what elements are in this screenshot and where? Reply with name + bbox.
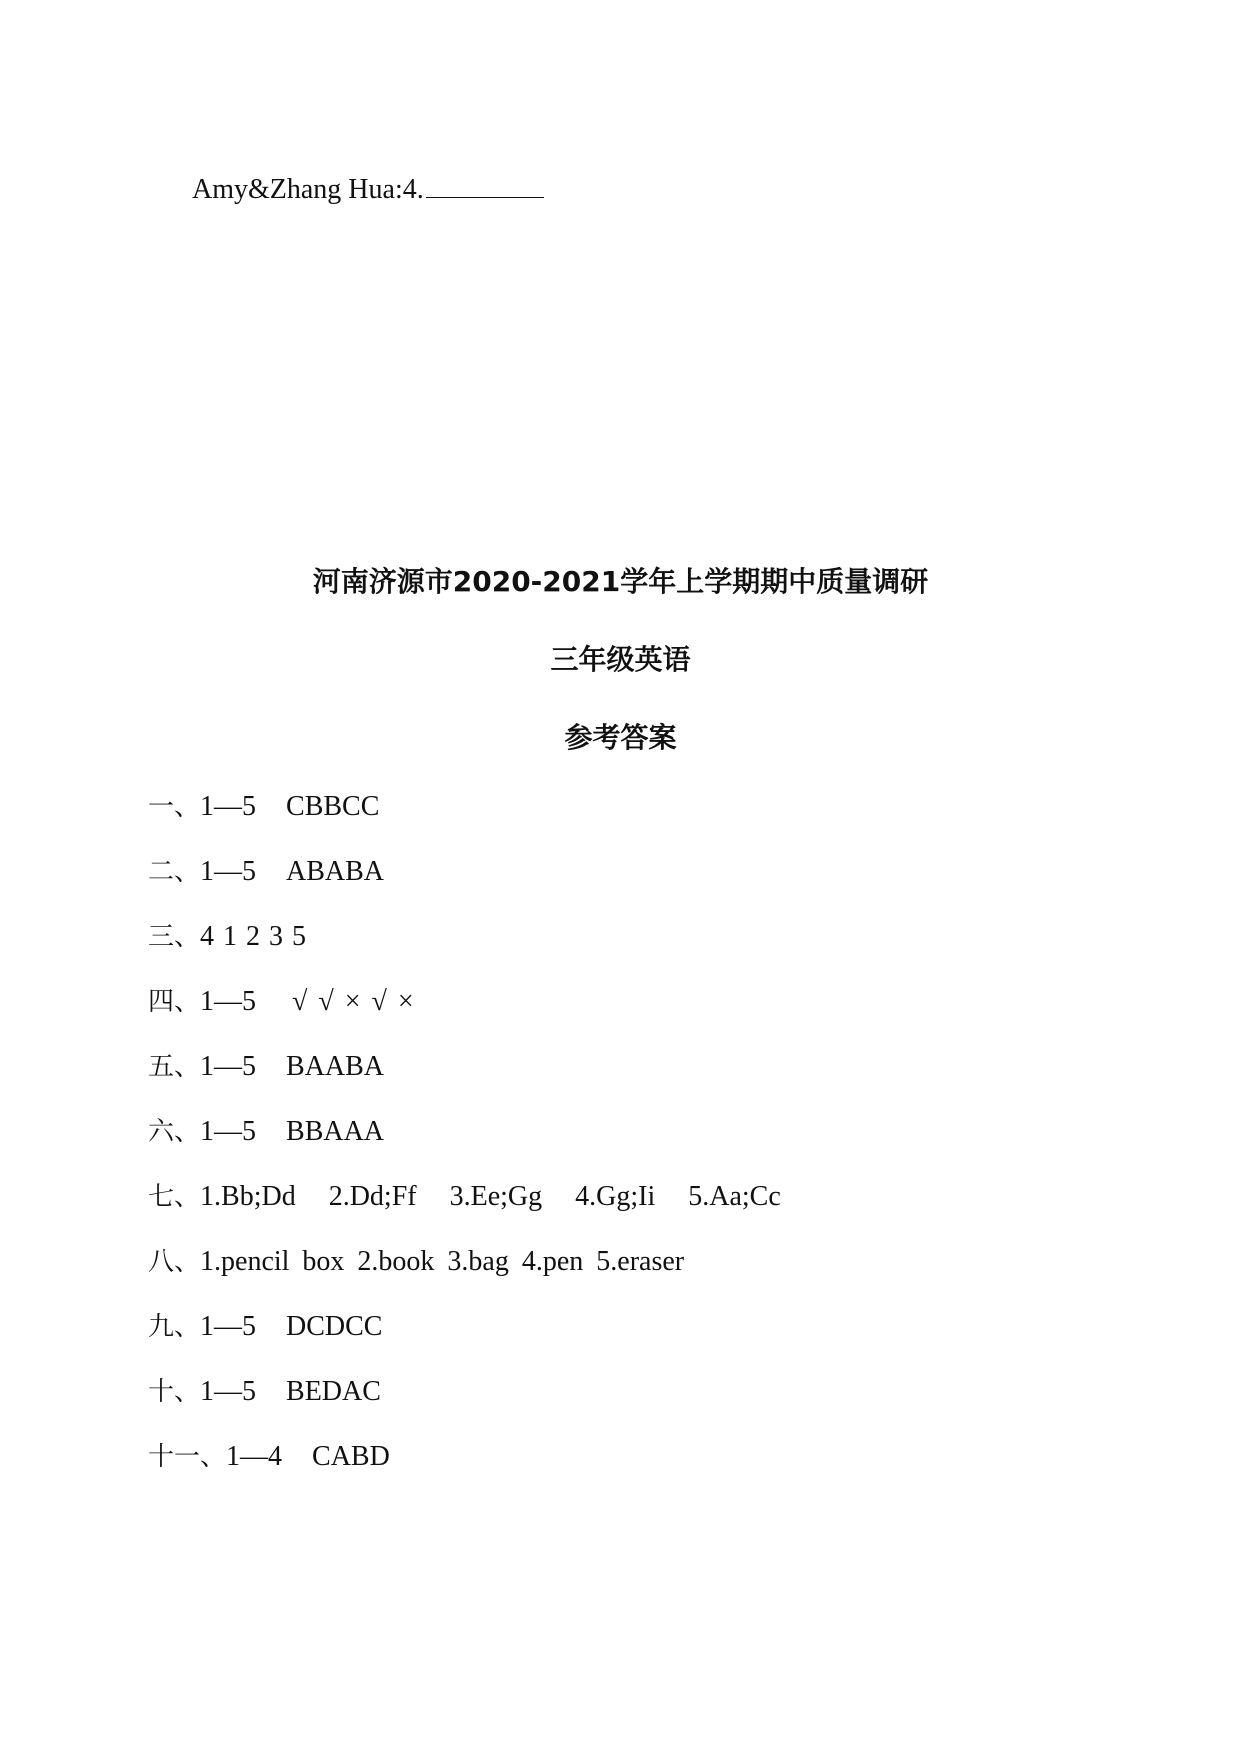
answer-text: BEDAC: [286, 1376, 381, 1407]
answer-blank: [426, 171, 544, 198]
answer-text: 1.pencil box 2.book 3.bag 4.pen 5.eraser: [200, 1246, 685, 1277]
answer-text: BAABA: [286, 1051, 385, 1082]
answer-text: DCDCC: [286, 1311, 383, 1342]
answer-row-5: [148, 1047, 781, 1112]
answer-text: ABABA: [286, 856, 385, 887]
answer-row-6: [148, 1112, 781, 1177]
answer-text: CBBCC: [286, 791, 380, 822]
question-range: 1—4: [226, 1441, 283, 1472]
section-number: 三、: [148, 922, 201, 952]
answer-key-title: 参考答案: [564, 721, 677, 754]
answer-text: CABD: [312, 1441, 390, 1472]
subject-title: 三年级英语: [550, 643, 691, 676]
section-number: 十一、: [148, 1442, 227, 1472]
question-range: 1—5: [200, 1116, 257, 1147]
answer-text: √ √ × √ ×: [292, 986, 414, 1017]
question-range: 1—5: [200, 856, 257, 887]
section-number: 七、: [148, 1182, 201, 1212]
section-number: 一、: [148, 792, 201, 822]
answer-row-10: [148, 1372, 781, 1437]
answer-row-4: [148, 982, 781, 1047]
answer-text: 4 1 2 3 5: [200, 921, 307, 952]
answer-row-2: [148, 852, 781, 917]
answer-text: BBAAA: [286, 1116, 385, 1147]
section-number: 二、: [148, 857, 201, 887]
answer-row-8: [148, 1242, 781, 1307]
question-range: 1—5: [200, 1376, 257, 1407]
section-number: 八、: [148, 1247, 201, 1277]
answer-row-7: [148, 1177, 781, 1242]
section-number: 五、: [148, 1052, 201, 1082]
section-number: 四、: [148, 987, 201, 1017]
section-number: 九、: [148, 1312, 201, 1342]
answer-text: 1.Bb;Dd 2.Dd;Ff 3.Ee;Gg 4.Gg;Ii 5.Aa;Cc: [200, 1181, 781, 1212]
fill-in-line: [192, 170, 544, 210]
question-range: 1—5: [200, 1051, 257, 1082]
fill-in-label: Amy&Zhang Hua:4.: [192, 174, 424, 205]
document-title: 河南济源市2020-2021学年上学期期中质量调研: [312, 565, 929, 598]
section-number: 十、: [148, 1377, 201, 1407]
question-range: 1—5: [200, 1311, 257, 1342]
answer-row-9: [148, 1307, 781, 1372]
answer-row-11: [148, 1437, 781, 1502]
section-number: 六、: [148, 1117, 201, 1147]
question-range: 1—5: [200, 986, 257, 1017]
answer-list: [148, 787, 781, 1502]
answer-row-3: [148, 917, 781, 982]
answer-row-1: [148, 787, 781, 852]
question-range: 1—5: [200, 791, 257, 822]
